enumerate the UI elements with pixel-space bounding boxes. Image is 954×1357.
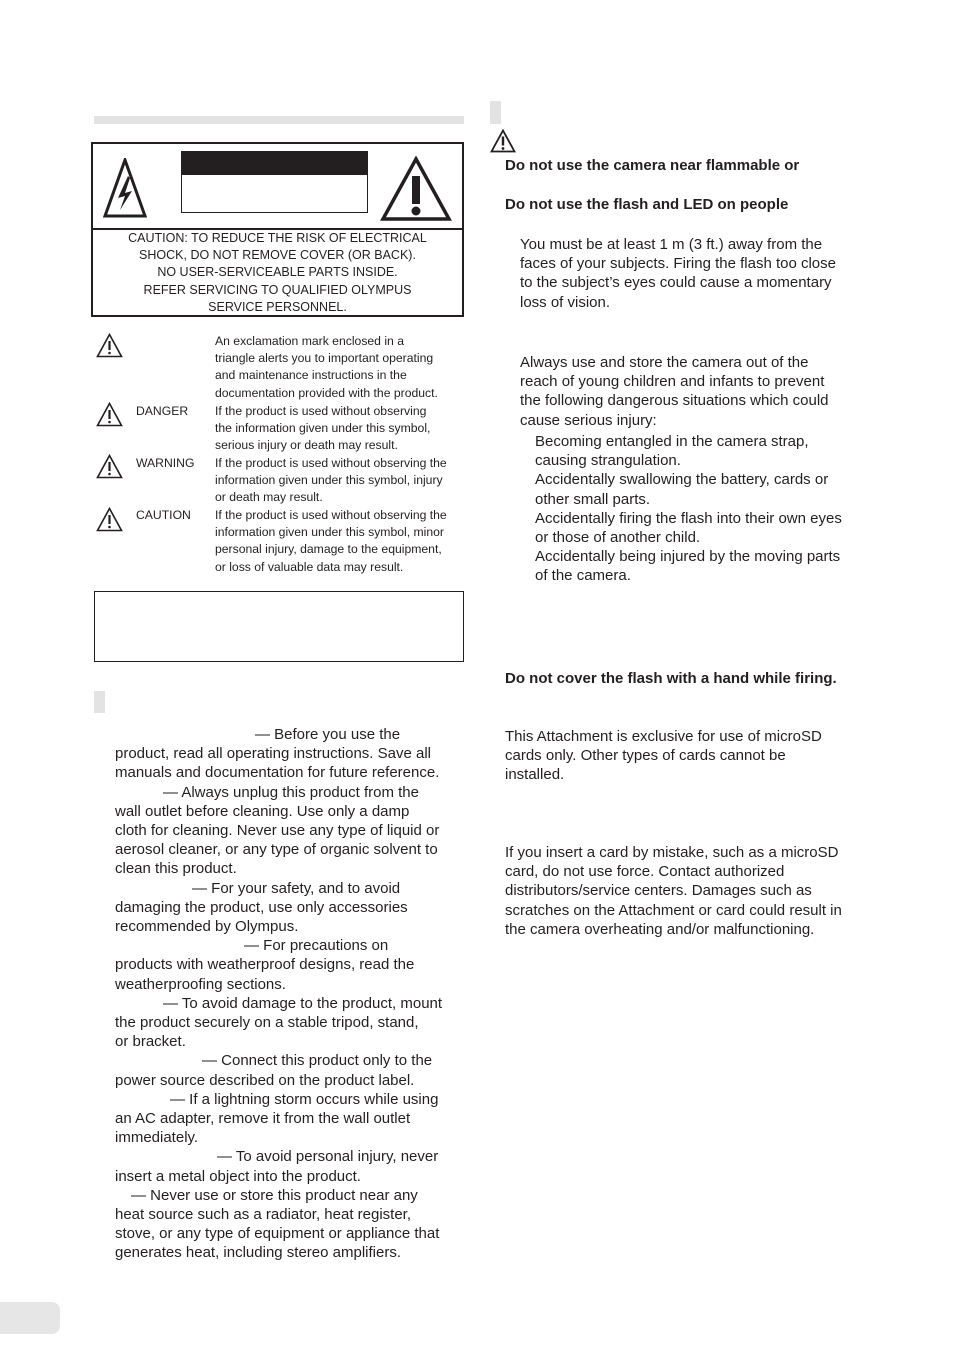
caution-triangle-icon [96, 507, 123, 532]
caution-label-black-band [181, 151, 368, 175]
symbol-line: information given under this symbol, injury [215, 473, 443, 488]
caution-line: NO USER-SERVICEABLE PARTS INSIDE. [157, 265, 398, 280]
text-line: faces of your subjects. Firing the flash too close [520, 255, 836, 273]
list-item: Accidentally swallowing the battery, cards or [535, 471, 829, 489]
text-line: the following dangerous situations which could [520, 392, 829, 410]
lightning-warning-icon [103, 158, 147, 218]
precaution-line: stove, or any type of equipment or appliance that [115, 1225, 440, 1243]
precaution-line: product, read all operating instructions. Save all [115, 745, 432, 763]
text-line: to the subject’s eyes could cause a momentary [520, 274, 832, 292]
precaution-line: or bracket. [115, 1033, 186, 1051]
precautions-header-bar [94, 691, 105, 713]
precaution-line: recommended by Olympus. [115, 918, 299, 936]
section-header-bar [94, 116, 464, 124]
list-item: Becoming entangled in the camera strap, [535, 433, 809, 450]
precaution-line: — Before you use the [255, 726, 401, 743]
text-line: This Attachment is exclusive for use of microSD [505, 728, 822, 745]
list-item: of the camera. [535, 567, 631, 585]
precaution-line: an AC adapter, remove it from the wall outlet [115, 1110, 411, 1128]
symbol-line: and maintenance instructions in the [215, 368, 407, 383]
precaution-line: — For your safety, and to avoid [192, 879, 401, 897]
precaution-line: generates heat, including stereo amplifiers. [115, 1244, 401, 1262]
danger-label: DANGER [136, 404, 189, 418]
precaution-line: power source described on the product label. [115, 1071, 415, 1089]
symbol-description [215, 403, 463, 455]
warning-triangle-icon [96, 454, 123, 479]
heading-flash-people: Do not use the flash and LED on people [505, 196, 789, 213]
symbol-line: or death may result. [215, 490, 323, 505]
precaution-line: wall outlet before cleaning. Use only a damp [115, 802, 410, 820]
precaution-line: — Never use or store this product near any [131, 1186, 418, 1204]
symbol-line: information given under this symbol, minor [215, 525, 444, 540]
general-precautions [115, 725, 465, 1263]
text-line: Always use and store the camera out of the [520, 354, 809, 371]
page-number-tab [0, 1302, 60, 1334]
children-warning-text [520, 353, 865, 430]
flash-distance-text [520, 235, 865, 312]
text-line: installed. [505, 766, 565, 784]
list-item: other small parts. [535, 490, 651, 508]
symbol-line: triangle alerts you to important operating [215, 351, 434, 366]
card-mistake-text [505, 843, 865, 939]
symbol-line: If the product is used without observing the [215, 456, 447, 470]
symbol-description [215, 333, 463, 402]
symbol-line: personal injury, damage to the equipment, [215, 542, 442, 557]
list-item: causing strangulation. [535, 452, 681, 470]
caution-line: SERVICE PERSONNEL. [208, 299, 347, 314]
notice-box [94, 591, 464, 662]
symbol-line: documentation provided with the product. [215, 385, 438, 400]
symbol-line: the information given under this symbol, [215, 421, 431, 436]
precaution-line: damaging the product, use only accessories [115, 898, 408, 916]
caution-statement [93, 230, 462, 316]
precaution-line: — Always unplug this product from the [163, 783, 419, 801]
microsd-text [505, 727, 865, 785]
list-item: Accidentally firing the flash into their own eyes [535, 509, 842, 527]
list-item: Accidentally being injured by the moving parts [535, 548, 841, 566]
text-line: reach of young children and infants to prevent [520, 373, 825, 391]
precaution-line: weatherproofing sections. [115, 975, 286, 993]
text-line: loss of vision. [520, 293, 611, 311]
precaution-line: immediately. [115, 1129, 199, 1147]
heading-cover-flash: Do not cover the flash with a hand while firing. [505, 670, 837, 687]
exclamation-triangle-icon [96, 333, 123, 358]
precaution-line: — Connect this product only to the [202, 1052, 433, 1070]
symbol-line: or loss of valuable data may result. [215, 559, 404, 574]
symbol-line: An exclamation mark enclosed in a [215, 334, 405, 348]
text-line: scratches on the Attachment or card could result in [505, 901, 842, 919]
warning-triangle-icon [490, 129, 516, 153]
text-line: the camera overheating and/or malfunctioning. [505, 920, 815, 938]
precaution-line: insert a metal object into the product. [115, 1167, 361, 1185]
symbol-line: If the product is used without observing the [215, 508, 447, 522]
caution-label-white-panel [181, 175, 368, 213]
precaution-line: — If a lightning storm occurs while using [170, 1090, 439, 1108]
caution-label: CAUTION [136, 508, 191, 522]
precaution-line: the product securely on a stable tripod, stand, [115, 1014, 419, 1032]
precaution-line: — To avoid damage to the product, mount [163, 994, 443, 1012]
precaution-line: — To avoid personal injury, never [217, 1148, 439, 1166]
text-line: cause serious injury: [520, 411, 657, 429]
symbol-line: If the product is used without observing [215, 404, 427, 418]
caution-line: SHOCK, DO NOT REMOVE COVER (OR BACK). [139, 248, 416, 263]
heading-flammable: Do not use the camera near flammable or [505, 157, 800, 174]
precaution-line: clean this product. [115, 860, 237, 878]
precaution-line: products with weatherproof designs, read the [115, 956, 415, 974]
right-section-header-bar [490, 101, 501, 124]
danger-list [535, 432, 865, 586]
symbol-description [215, 455, 463, 507]
caution-line: REFER SERVICING TO QUALIFIED OLYMPUS [143, 282, 412, 297]
precaution-line: cloth for cleaning. Never use any type of liquid or [115, 822, 440, 840]
precaution-line: aerosol cleaner, or any type of organic solvent to [115, 841, 438, 859]
text-line: card, do not use force. Contact authorized [505, 863, 785, 881]
warning-label: WARNING [136, 456, 195, 470]
list-item: or those of another child. [535, 529, 701, 547]
caution-line: CAUTION: TO REDUCE THE RISK OF ELECTRICAL [128, 231, 427, 245]
text-line: If you insert a card by mistake, such as a microSD [505, 844, 839, 861]
symbol-description [215, 507, 463, 576]
text-line: distributors/service centers. Damages such as [505, 882, 812, 900]
precaution-line: — For precautions on [244, 937, 389, 955]
danger-triangle-icon [96, 402, 123, 427]
exclamation-warning-icon [380, 156, 452, 222]
text-line: cards only. Other types of cards cannot be [505, 747, 786, 765]
precaution-line: heat source such as a radiator, heat register, [115, 1206, 412, 1224]
precaution-line: manuals and documentation for future reference. [115, 764, 440, 782]
symbol-line: serious injury or death may result. [215, 438, 398, 453]
text-line: You must be at least 1 m (3 ft.) away from the [520, 236, 823, 253]
